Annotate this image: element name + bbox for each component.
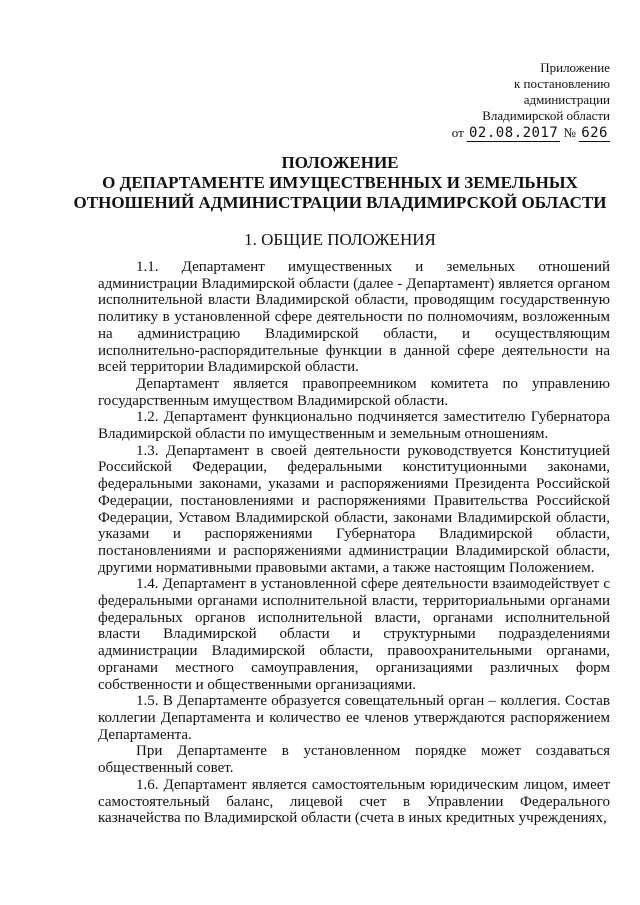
annex-date-line [452, 125, 610, 141]
document-title [60, 153, 620, 213]
paragraph-1-4: 1.4. Департамент в установленной сфере деятельности взаимодействует с федеральными органами исполнительной власти, территориальными органами федеральных органов исполнительной власти, органами исполнительной власти Владимирской области и структурными подразделениями администрации Владимирской области, правоохранительными органами, органами местного самоуправления, организациями различных форм собственности и общественными организациями. [98, 576, 610, 693]
number-value: 626 [581, 125, 608, 141]
annex-administration: администрации [523, 92, 610, 107]
paragraph-1-6: 1.6. Департамент является самостоятельным юридическим лицом, имеет самостоятельный баланс, лицевой счет в Управлении Федерального казначейства по Владимирской области (счета в иных кредитных учреждениях, [98, 776, 610, 827]
paragraph-public-council: При Департаменте в установленном порядке может создаваться общественный совет. [98, 743, 610, 777]
title-line-1: ПОЛОЖЕНИЕ [281, 153, 399, 172]
date-prefix: от [451, 125, 464, 140]
annex-block [452, 60, 610, 141]
paragraph-1-3: 1.3. Департамент в своей деятельности руководствуется Конституцией Российской Федерации, федеральными конституционными законами, федеральными законами, указами и распоряжениями Президента Российской Федерации, постановлениями и распоряжениями Правительства Российской Федерации, Уставом Владимирской области, законами Владимирской области, указами и распоряжениями Губернатора Владимирской области, постановлениями и распоряжениями администрации Владимирской области, другими нормативными правовыми актами, а также настоящим Положением. [98, 442, 610, 576]
date-value: 02.08.2017 [469, 125, 559, 141]
paragraph-1-1: 1.1. Департамент имущественных и земельных отношений администрации Владимирской области (далее - Департамент) является органом исполнительной власти Владимирской области, проводящим государственную политику в установленной сфере деятельности по полномочиям, возложенным на администрацию Владимирской области, и осуществляющим исполнительно-распорядительные функции в данной сфере деятельности на всей территории Владимирской области. [98, 259, 610, 376]
paragraph-successor: Департамент является правопреемником комитета по управлению государственным имуществом Владимирской области. [98, 375, 610, 409]
title-line-3: ОТНОШЕНИЙ АДМИНИСТРАЦИИ ВЛАДИМИРСКОЙ ОБЛАСТИ [73, 193, 607, 212]
number-sign: № [563, 125, 576, 140]
document-body [98, 259, 610, 827]
paragraph-1-2: 1.2. Департамент функционально подчиняется заместителю Губернатора Владимирской области по имущественным и земельным отношениям. [98, 409, 610, 443]
paragraph-1-5: 1.5. В Департаменте образуется совещательный орган – коллегия. Состав коллегии Департамента и количество ее членов утверждаются распоряжением Департамента. [98, 693, 610, 743]
section-heading: 1. ОБЩИЕ ПОЛОЖЕНИЯ [244, 230, 436, 249]
annex-region: Владимирской области [482, 108, 610, 123]
title-line-2: О ДЕПАРТАМЕНТЕ ИМУЩЕСТВЕННЫХ И ЗЕМЕЛЬНЫХ [102, 173, 578, 192]
annex-resolution: к постановлению [513, 76, 610, 91]
annex-label: Приложение [540, 60, 610, 75]
